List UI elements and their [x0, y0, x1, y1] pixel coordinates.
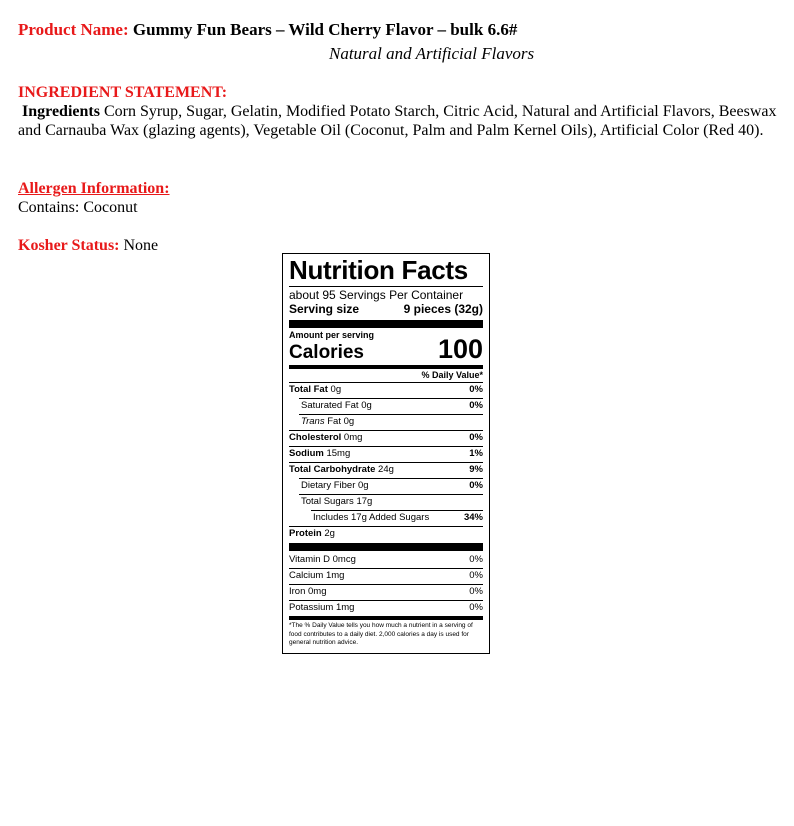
vitamin-name: Vitamin D 0mcg: [289, 554, 356, 565]
nutrient-amount: 17g: [356, 496, 373, 507]
nutrient-dv: 0%: [469, 432, 483, 443]
calories-label: Calories: [289, 342, 364, 363]
nutrient-amount: Fat 0g: [327, 416, 355, 427]
nutrient-dv: 0%: [469, 400, 483, 411]
thick-divider: [289, 320, 483, 328]
nutrient-row-cholesterol: [289, 430, 483, 446]
nutrient-name: Sodium: [289, 448, 324, 459]
thick-divider: [289, 543, 483, 551]
nutrient-name: Protein: [289, 528, 322, 539]
nutrient-amount: 0g: [361, 400, 372, 411]
ingredient-statement: [18, 102, 778, 140]
nutrient-dv: 34%: [463, 512, 483, 523]
vitamin-name: Potassium 1mg: [289, 602, 355, 613]
divider: [289, 286, 483, 287]
nutrient-amount: 0g: [358, 480, 369, 491]
nutrition-facts-title: Nutrition Facts: [289, 255, 468, 285]
vitamin-row-calcium: [289, 568, 483, 584]
kosher-status: [18, 236, 158, 255]
nutrient-amount: 0g: [330, 384, 342, 395]
nutrient-row-sodium: [289, 446, 483, 462]
nutrient-name: Total Fat: [289, 384, 328, 395]
nutrient-dv: 1%: [469, 448, 483, 459]
nutrient-row-total-carbohydrate: [289, 462, 483, 478]
nutrient-name: Total Carbohydrate: [289, 464, 376, 475]
nutrient-row-trans-fat: [289, 414, 483, 430]
nutrient-amount: 24g: [378, 464, 394, 475]
vitamin-row-iron: [289, 584, 483, 600]
product-subtitle: Natural and Artificial Flavors: [329, 44, 535, 63]
daily-value-heading: % Daily Value*: [421, 370, 483, 380]
vitamin-row-potassium: [289, 600, 483, 616]
nutrient-name: Dietary Fiber: [301, 480, 356, 491]
product-name-value: Gummy Fun Bears – Wild Cherry Flavor – bulk 6.6#: [132, 20, 518, 39]
nutrient-name: Total Sugars: [301, 496, 354, 507]
vitamin-name: Iron 0mg: [289, 586, 327, 597]
amount-per-serving: Amount per serving: [289, 330, 375, 340]
nutrient-row-saturated-fat: [289, 398, 483, 414]
nutrient-row-protein: [289, 526, 483, 542]
nutrient-name: Includes 17g Added Sugars: [313, 512, 430, 523]
kosher-value: None: [119, 237, 159, 254]
nutrient-name: Cholesterol: [289, 432, 342, 443]
serving-size-label: Serving size: [289, 302, 360, 316]
kosher-label: Kosher Status:: [18, 237, 120, 254]
vitamin-dv: 0%: [469, 586, 483, 597]
nutrient-name: Saturated Fat: [301, 400, 359, 411]
daily-value-footnote: *The % Daily Value tells you how much a nutrient in a serving of food contributes to a daily diet. 2,000 calories a day is used for general nutrition advice.: [289, 622, 473, 646]
product-name-label: Product Name:: [18, 20, 129, 39]
nutrient-amount: 2g: [324, 528, 335, 539]
allergen-text: Contains: Coconut: [18, 199, 138, 216]
nutrient-dv: 9%: [469, 464, 483, 475]
allergen-heading: Allergen Information:: [18, 180, 170, 197]
nutrition-facts-panel: [282, 253, 490, 654]
nutrient-amount: 0mg: [343, 432, 363, 443]
servings-per-container: about 95 Servings Per Container: [289, 288, 464, 302]
vitamin-name: Calcium 1mg: [289, 570, 345, 581]
vitamin-dv: 0%: [469, 554, 483, 565]
vitamin-dv: 0%: [469, 602, 483, 613]
vitamin-row-vitamin-d: [289, 552, 483, 568]
ingredient-heading: INGREDIENT STATEMENT:: [18, 84, 228, 101]
nutrient-dv: 0%: [469, 480, 483, 491]
nutrient-row-added-sugars: [289, 510, 483, 526]
vitamin-dv: 0%: [469, 570, 483, 581]
calories-value: 100: [437, 334, 483, 364]
nutrient-amount: 15mg: [326, 448, 351, 459]
nutrient-row-total-fat: [289, 382, 483, 398]
ingredients-text: Corn Syrup, Sugar, Gelatin, Modified Potato Starch, Citric Acid, Natural and Artificial Flavors, Beeswax and Carnauba Wax (glazing agents), Vegetable Oil (Coconut, Palm and Palm Kernel Oils), Artificial Color (Red 40).: [18, 103, 777, 139]
ingredients-lead: Ingredients: [22, 103, 100, 120]
medium-divider: [289, 616, 483, 620]
nutrient-row-dietary-fiber: [289, 478, 483, 494]
nutrient-name: Trans: [301, 416, 325, 427]
nutrient-row-total-sugars: [289, 494, 483, 510]
nutrient-dv: 0%: [469, 384, 483, 395]
serving-size-value: 9 pieces (32g): [403, 302, 483, 316]
product-name-line: [18, 20, 517, 39]
